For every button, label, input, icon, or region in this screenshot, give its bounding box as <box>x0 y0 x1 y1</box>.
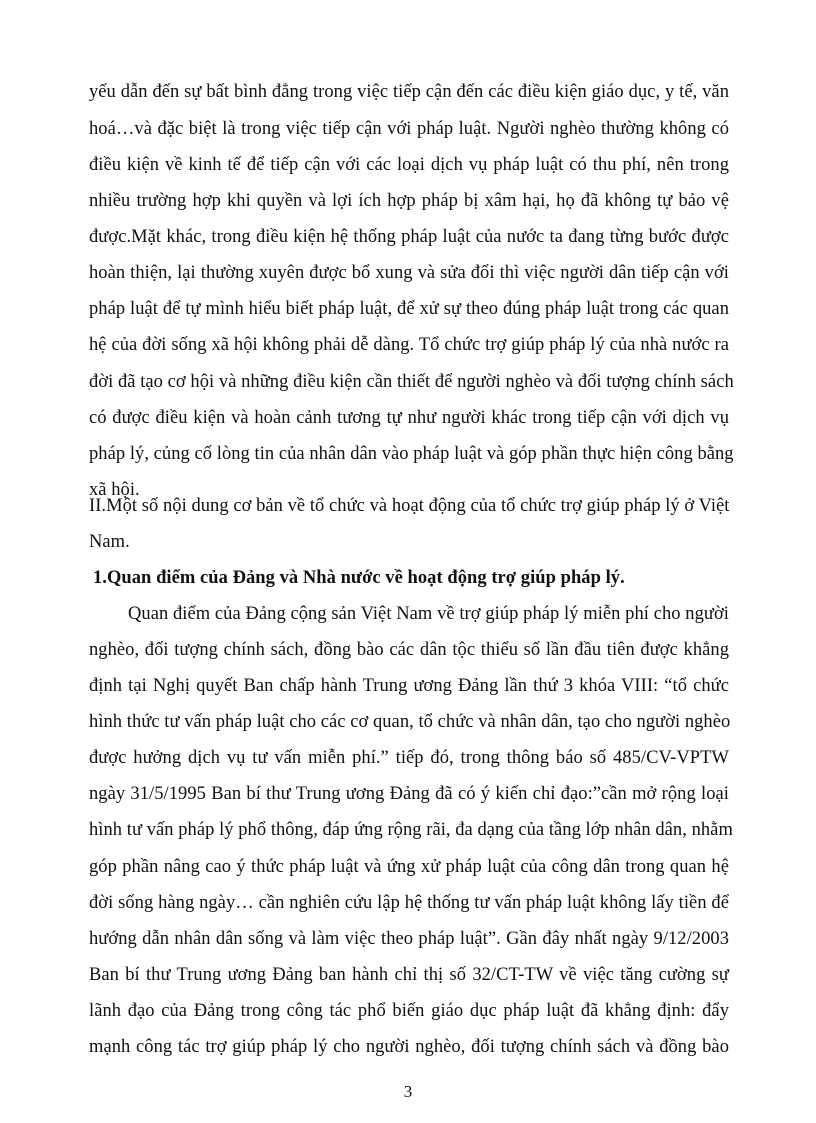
paragraph-line: được hưởng dịch vụ tư vấn miễn phí.” tiếp đó, trong thông báo số 485/CV-VPTW <box>89 748 729 768</box>
paragraph-line: được.Mặt khác, trong điều kiện hệ thống pháp luật của nước ta đang từng bước được <box>89 227 729 247</box>
section-heading-line: Nam. <box>89 532 130 552</box>
paragraph-line: pháp lý, củng cố lòng tin của nhân dân vào pháp luật và góp phần thực hiện công bằng <box>89 444 734 464</box>
paragraph-line: hệ của đời sống xã hội không phải dễ dàng. Tổ chức trợ giúp pháp lý của nhà nước ra <box>89 335 729 355</box>
subsection-heading: 1.Quan điểm của Đảng và Nhà nước về hoạt động trợ giúp pháp lý. <box>93 568 625 588</box>
paragraph-line: lãnh đạo của Đảng trong công tác phổ biến giáo dục pháp luật đã khẳng định: đẩy <box>89 1001 729 1021</box>
paragraph-line: nhiều trường hợp khi quyền và lợi ích hợp pháp bị xâm hại, họ đã không tự bảo vệ <box>89 191 729 211</box>
section-heading-line: II.Một số nội dung cơ bản về tổ chức và hoạt động của tổ chức trợ giúp pháp lý ở Việt <box>89 496 730 516</box>
paragraph-line: pháp luật để tự mình hiểu biết pháp luật, để xử sự theo đúng pháp luật trong các quan <box>89 299 729 319</box>
paragraph-line: Quan điểm của Đảng cộng sản Việt Nam về trợ giúp pháp lý miễn phí cho người <box>128 604 729 624</box>
paragraph-line: ngày 31/5/1995 Ban bí thư Trung ương Đảng đã có ý kiến chỉ đạo:”cần mở rộng loại <box>89 784 729 804</box>
paragraph-line: yếu dẫn đến sự bất bình đẳng trong việc tiếp cận đến các điều kiện giáo dục, y tế, văn <box>89 82 729 102</box>
paragraph-line: góp phần nâng cao ý thức pháp luật và ứng xử pháp luật của công dân trong quan hệ <box>89 857 729 877</box>
paragraph-line: mạnh công tác trợ giúp pháp lý cho người nghèo, đối tượng chính sách và đồng bào <box>89 1037 729 1057</box>
paragraph-line: hình tư vấn pháp lý phổ thông, đáp ứng rộng rãi, đa dạng của tầng lớp nhân dân, nhằm <box>89 820 733 840</box>
paragraph-line: định tại Nghị quyết Ban chấp hành Trung ương Đảng lần thứ 3 khóa VIII: “tổ chức <box>89 676 729 696</box>
paragraph-line: hoá…và đặc biệt là trong việc tiếp cận với pháp luật. Người nghèo thường không có <box>89 119 729 139</box>
paragraph-line: hoàn thiện, lại thường xuyên được bổ xung và sửa đổi thì việc người dân tiếp cận với <box>89 263 729 283</box>
paragraph-line: Ban bí thư Trung ương Đảng ban hành chỉ thị số 32/CT-TW về việc tăng cường sự <box>89 965 729 985</box>
paragraph-line: đời sống hàng ngày… cần nghiên cứu lập hệ thống tư vấn pháp luật không lấy tiền để <box>89 893 729 913</box>
paragraph-line: xã hội. <box>89 480 140 500</box>
paragraph-line: điều kiện về kinh tế để tiếp cận với các loại dịch vụ pháp luật có thu phí, nên trong <box>89 155 729 175</box>
paragraph-line: có được điều kiện và hoàn cảnh tương tự như người khác trong tiếp cận với dịch vụ <box>89 408 729 428</box>
paragraph-line: hướng dẫn nhân dân sống và làm việc theo pháp luật”. Gần đây nhất ngày 9/12/2003 <box>89 929 729 949</box>
paragraph-line: nghèo, đối tượng chính sách, đồng bào các dân tộc thiểu số lần đầu tiên được khẳng <box>89 640 729 660</box>
paragraph-line: đời đã tạo cơ hội và những điều kiện cần thiết để người nghèo và đối tượng chính sách <box>89 372 734 392</box>
page-number: 3 <box>403 1082 413 1101</box>
paragraph-line: hình thức tư vấn pháp luật cho các cơ quan, tổ chức và nhân dân, tạo cho người nghèo <box>89 712 731 732</box>
